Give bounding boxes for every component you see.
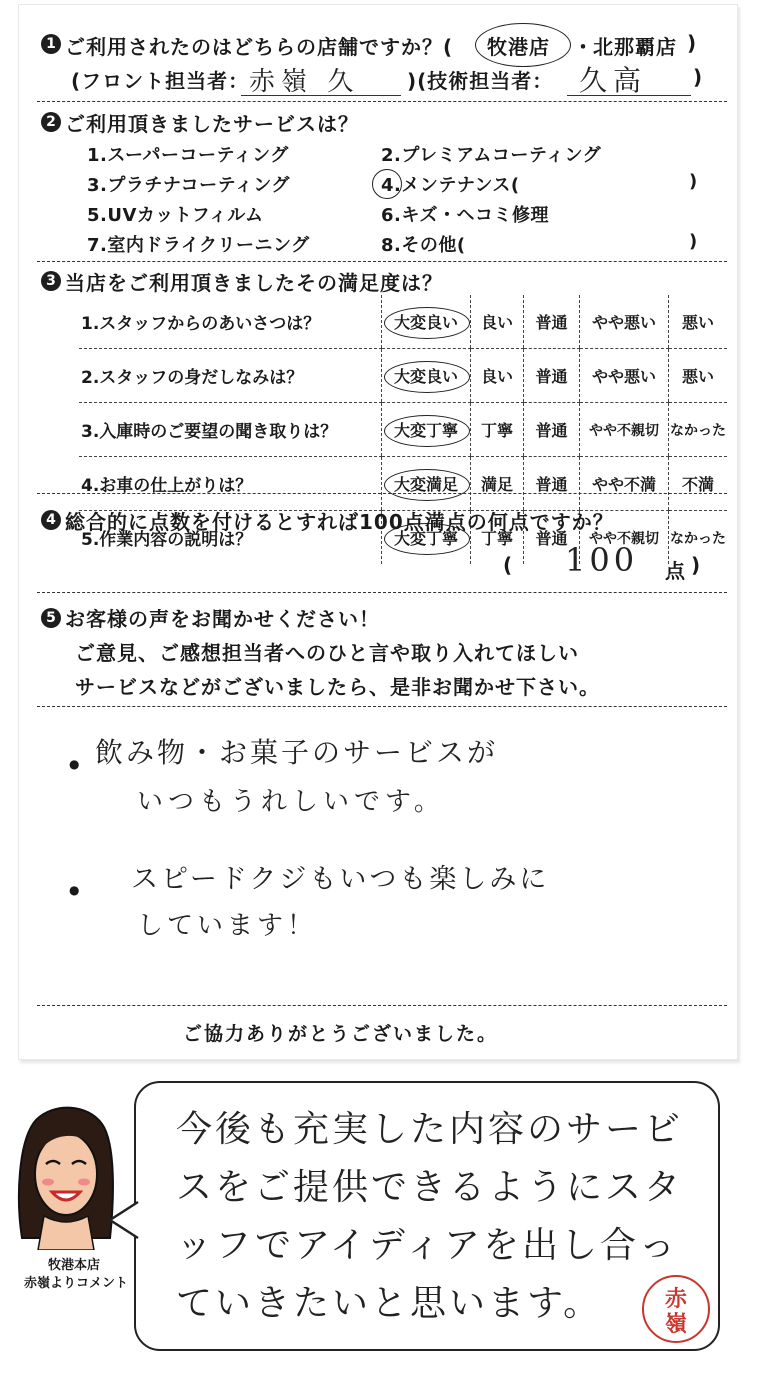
divider-3: [37, 493, 727, 494]
bubble-tail: [108, 1200, 140, 1240]
satisfaction-option[interactable]: 悪い: [669, 349, 728, 403]
satisfaction-option[interactable]: 悪い: [669, 295, 728, 349]
satisfaction-question: 1.スタッフからのあいさつは？: [79, 295, 382, 349]
bullet-icon: ●: [69, 883, 80, 897]
q1-tech-underline: [567, 95, 691, 96]
satisfaction-option[interactable]: やや不満: [580, 457, 669, 511]
divider-2: [37, 261, 727, 262]
service-option-5[interactable]: 5.UVカットフィルム: [87, 205, 264, 226]
satisfaction-option[interactable]: 普通: [524, 403, 580, 457]
satisfaction-row: [79, 457, 727, 511]
selection-circle: [384, 415, 470, 447]
divider-5: [37, 706, 727, 707]
service-option-4[interactable]: 4.メンテナンス(: [381, 175, 520, 196]
q1-store-selection-circle: [475, 23, 571, 67]
satisfaction-option[interactable]: 普通: [524, 511, 580, 565]
service-4-selection-circle: [372, 169, 402, 199]
satisfaction-option[interactable]: 満足: [471, 457, 524, 511]
q1-close-paren: ): [687, 31, 698, 55]
satisfaction-option[interactable]: 不満: [669, 457, 728, 511]
satisfaction-option-selected[interactable]: 大変丁寧: [382, 511, 471, 565]
satisfaction-question: 3.入庫時のご要望の聞き取りは？: [79, 403, 382, 457]
q4-score-value[interactable]: 100: [565, 541, 639, 579]
customer-comment-2-line1: スピードクジもいつも楽しみに: [131, 864, 550, 895]
q1-tech-label: )(技術担当者：: [407, 69, 554, 93]
satisfaction-row: [79, 403, 727, 457]
customer-comment-2-line2: しています！: [137, 911, 318, 941]
satisfaction-option[interactable]: やや悪い: [580, 349, 669, 403]
service-option-3[interactable]: 3.プラチナコーティング: [87, 175, 290, 196]
satisfaction-option-selected[interactable]: 大変良い: [382, 295, 471, 349]
q1-front-label: (フロント担当者：: [71, 69, 250, 93]
q5-number-badge: 5: [41, 608, 61, 628]
survey-card: [18, 4, 738, 1060]
satisfaction-option[interactable]: なかった: [669, 511, 728, 565]
satisfaction-question: 2.スタッフの身だしなみは？: [79, 349, 382, 403]
customer-comment-1-line1: 飲み物・お菓子のサービスが: [95, 736, 499, 769]
q1-question: ご利用されたのはどちらの店舗ですか？(: [65, 35, 454, 59]
thanks-message: ご協力ありがとうございました。: [183, 1023, 499, 1045]
satisfaction-option[interactable]: 丁寧: [471, 403, 524, 457]
hanko-stamp-seal: [644, 1277, 708, 1341]
q5-description-line1: ご意見、ご感想担当者へのひと言や取り入れてほしい: [75, 641, 579, 665]
satisfaction-option-selected[interactable]: 大変丁寧: [382, 403, 471, 457]
q5-description-line2: サービスなどがございましたら、是非お聞かせ下さい。: [75, 675, 600, 699]
service-4-close-paren: ): [689, 171, 698, 192]
q3-number-badge: 3: [41, 271, 61, 291]
hanko-stamp: [642, 1275, 710, 1343]
satisfaction-option[interactable]: やや悪い: [580, 295, 669, 349]
q4-number-badge: 4: [41, 510, 61, 530]
satisfaction-option-selected[interactable]: 大変満足: [382, 457, 471, 511]
q1-store-other[interactable]: 北那覇店: [593, 35, 677, 59]
q5-question: お客様の声をお聞かせください！: [65, 607, 380, 631]
selection-circle: [384, 469, 470, 501]
satisfaction-option[interactable]: やや不親切: [580, 511, 669, 565]
satisfaction-option[interactable]: 丁寧: [471, 511, 524, 565]
divider-4: [37, 592, 727, 593]
selection-circle: [384, 361, 470, 393]
q1-store-selected[interactable]: 牧港店: [487, 35, 550, 59]
q2-question: ご利用頂きましたサービスは？: [65, 112, 359, 136]
customer-comment-1-line2: いつもうれしいです。: [137, 787, 445, 817]
service-option-8[interactable]: 8.その他(: [381, 235, 466, 256]
staff-comment-text: 今後も充実した内容のサービスをご提供できるようにスタッフでアイディアを出し合っていきたいと思います。: [176, 1109, 684, 1324]
satisfaction-option[interactable]: なかった: [669, 403, 728, 457]
q3-question: 当店をご利用頂きましたその満足度は？: [65, 271, 443, 295]
bullet-icon: ●: [69, 757, 80, 771]
service-option-6[interactable]: 6.キズ・ヘコミ修理: [381, 205, 550, 226]
q2-number-badge: 2: [41, 112, 61, 132]
satisfaction-option[interactable]: 良い: [471, 295, 524, 349]
service-8-close-paren: ): [689, 231, 698, 252]
q4-open-paren: (: [503, 553, 514, 577]
staff-caption-name: 赤嶺よりコメント: [23, 1276, 128, 1291]
divider-1: [37, 101, 727, 102]
service-option-1[interactable]: 1.スーパーコーティング: [87, 145, 289, 166]
satisfaction-row: [79, 349, 727, 403]
satisfaction-option[interactable]: 良い: [471, 349, 524, 403]
service-option-7[interactable]: 7.室内ドライクリーニング: [87, 235, 310, 256]
svg-text:赤: 赤: [664, 1286, 688, 1312]
q1-store-separator: ・: [573, 35, 594, 59]
q1-front-underline: [241, 95, 401, 96]
service-option-2[interactable]: 2.プレミアムコーティング: [381, 145, 602, 166]
satisfaction-option[interactable]: 普通: [524, 457, 580, 511]
q4-score-unit: 点: [665, 559, 686, 583]
q4-close-paren: ): [691, 553, 702, 577]
q4-question: 総合的に点数を付けるとすれば100点満点の何点ですか？: [65, 510, 614, 534]
q1-front-value[interactable]: 赤嶺 久: [249, 67, 360, 97]
satisfaction-question: 4.お車の仕上がりは？: [79, 457, 382, 511]
q1-tech-value[interactable]: 久高: [579, 64, 648, 97]
q1-number-badge: 1: [41, 34, 61, 54]
satisfaction-option[interactable]: やや不親切: [580, 403, 669, 457]
satisfaction-option-selected[interactable]: 大変良い: [382, 349, 471, 403]
satisfaction-option[interactable]: 普通: [524, 349, 580, 403]
satisfaction-option[interactable]: 普通: [524, 295, 580, 349]
svg-text:嶺: 嶺: [664, 1311, 688, 1337]
satisfaction-row: [79, 295, 727, 349]
selection-circle: [384, 307, 470, 339]
staff-caption-store: 牧港本店: [47, 1258, 100, 1273]
q1-tech-close: ): [693, 65, 704, 89]
satisfaction-question: 5.作業内容の説明は？: [81, 530, 253, 550]
staff-comment-bubble: [134, 1081, 720, 1351]
divider-6: [37, 1005, 727, 1006]
